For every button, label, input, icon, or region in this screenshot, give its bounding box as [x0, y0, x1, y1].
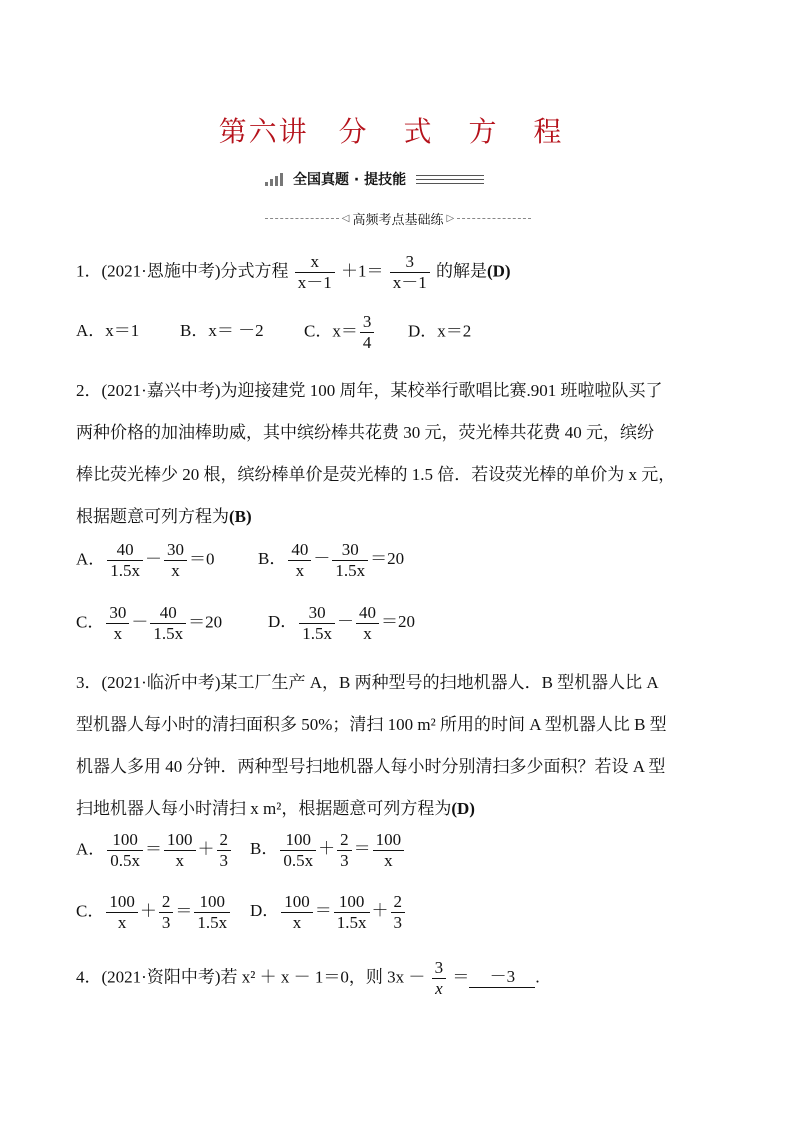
q3-option-c: C． $\frac{100}{x}$ ＋ $\frac{2}{3}$ ＝ $\frac{100}{1.5x}$: [76, 892, 250, 933]
signal-bars-icon: [265, 172, 285, 186]
q3-option-a: A． $\frac{100}{0.5x}$ ＝ $\frac{100}{x}$ ＋ $\frac{2}{3}$: [76, 830, 250, 871]
decorative-lines-icon: [416, 172, 484, 187]
section-banner: [265, 168, 484, 190]
title-lecture: 第六讲: [218, 115, 309, 148]
q1-options: [76, 312, 471, 353]
q3-options-cd: [76, 892, 407, 933]
q3-answer: (D): [451, 799, 475, 818]
q2-options-ab: [76, 540, 404, 581]
q3-option-d: D． $\frac{100}{x}$ ＝ $\frac{100}{1.5x}$ ＋ $\frac{2}{3}$: [250, 901, 407, 920]
q2-option-c: C． $\frac{30}{x}$ － $\frac{40}{1.5x}$ ＝20: [76, 603, 223, 643]
q4-equals: ＝: [452, 967, 470, 987]
question-1: [76, 252, 511, 293]
q4-fraction: $\frac{3}{x}$: [432, 958, 447, 999]
q2-options-cd: [76, 603, 415, 644]
q3-option-b: B． $\frac{100}{0.5x}$ ＋ $\frac{2}{3}$ ＝ $\frac{100}{x}$: [250, 839, 406, 858]
q1-answer: (D): [486, 261, 511, 281]
q4-end: .: [535, 967, 540, 987]
page-title: [0, 110, 794, 150]
q1-option-c: C．x＝ $\frac{3}{4}$: [304, 312, 408, 353]
question-4: [76, 958, 540, 999]
title-topic: 分 式 方 程: [338, 115, 576, 148]
right-triangle-icon: ▷: [446, 213, 455, 224]
q2-option-a: A． $\frac{40}{1.5x}$ － $\frac{30}{x}$ ＝0: [76, 540, 215, 580]
q3-line-4: 扫地机器人每小时清扫 x m²，根据题意可列方程为(D): [76, 799, 475, 818]
q2-line-3: 棒比荧光棒少 20 根，缤纷棒单价是荧光棒的 1.5 倍．若设荧光棒的单价为 x 元，: [76, 465, 676, 484]
q2-answer: (B): [229, 507, 252, 526]
q4-answer-blank: －3: [469, 962, 535, 988]
q2-option-b: B． $\frac{40}{x}$ － $\frac{30}{1.5x}$ ＝20: [258, 540, 405, 580]
divider-right: [457, 218, 531, 219]
q1-mid: ＋1＝: [340, 261, 384, 281]
q3-line-3: 机器人多用 40 分钟．两种型号扫地机器人每小时分别清扫多少面积？若设 A 型: [76, 757, 666, 776]
q1-option-b: B．x＝ －2: [180, 321, 264, 341]
subsection-heading: [265, 209, 531, 228]
q1-fraction-left: $\frac{x}{x-1}$: [295, 252, 335, 293]
divider-left: [265, 218, 339, 219]
q3-line-2: 型机器人每小时的清扫面积多 50%；清扫 100 m² 所用的时间 A 型机器人比 B 型: [76, 715, 667, 734]
q1-fraction-right: $\frac{3}{x-1}$: [390, 252, 430, 293]
q1-option-d: D．x＝2: [408, 321, 472, 341]
q1-suffix: 的解是: [435, 261, 487, 281]
subsection-label: 高频考点基础练: [352, 213, 444, 228]
left-triangle-icon: ◁: [341, 213, 350, 224]
q3-options-ab: [76, 830, 406, 871]
q4-stem: 4．(2021·资阳中考)若 x² ＋ x － 1＝0，则 3x －: [76, 967, 426, 987]
q1-option-a: A．x＝1: [76, 321, 140, 341]
banner-label: 全国真题 · 提技能: [293, 172, 407, 188]
q2-line-2: 两种价格的加油棒助威，其中缤纷棒共花费 30 元，荧光棒共花费 40 元，缤纷: [76, 423, 654, 442]
q2-line-4: 根据题意可列方程为(B): [76, 507, 252, 526]
q1-stem: 1．(2021·恩施中考)分式方程: [76, 261, 289, 281]
q2-line-1: 2．(2021·嘉兴中考)为迎接建党 100 周年，某校举行歌唱比赛.901 班啦啦队买了: [76, 381, 663, 400]
q3-line-1: 3．(2021·临沂中考)某工厂生产 A，B 两种型号的扫地机器人．B 型机器人比 A: [76, 673, 659, 692]
q2-option-d: D． $\frac{30}{1.5x}$ － $\frac{40}{x}$ ＝20: [268, 603, 416, 643]
